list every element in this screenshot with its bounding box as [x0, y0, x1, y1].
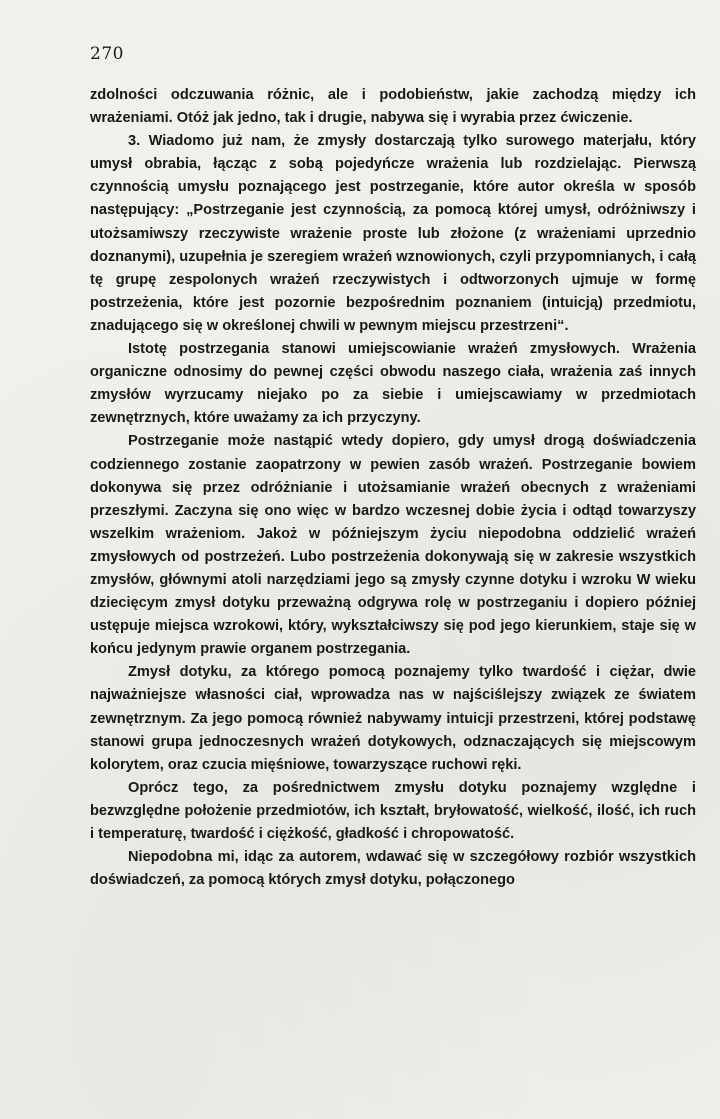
- body-text: [90, 84, 696, 892]
- paragraph: Zmysł dotyku, za którego pomocą poznajemy tylko twardość i ciężar, dwie najważniejsze własności ciał, wprowadza nas w najściślejszy związek ze światem zewnętrznym. Za jego pomocą również nabywamy intuicji przestrzeni, której podstawę stanowi grupa jednoczesnych wrażeń dotykowych, odznaczających się miejscowym kolorytem, oraz czucia mięśniowe, towarzyszące ruchowi ręki.: [90, 664, 696, 773]
- paragraph: Niepodobna mi, idąc za autorem, wdawać się w szczegółowy rozbiór wszystkich doświadczeń, za pomocą których zmysł dotyku, połączonego: [90, 849, 696, 889]
- paragraph: zdolności odczuwania różnic, ale i podobieństw, jakie zachodzą między ich wrażeniami. Otóż jak jedno, tak i drugie, nabywa się i wyrabia przez ćwiczenie.: [90, 87, 696, 127]
- paragraph: 3. Wiadomo już nam, że zmysły dostarczają tylko surowego materjału, który umysł obrabia, łącząc z sobą pojedyńcze wrażenia lub rozdzielając. Pierwszą czynnością umysłu poznającego jest postrzeganie, które autor określa w sposób następujący: „Postrzeganie jest czynnością, za pomocą której umysł, odróżniwszy i utożsamiwszy rzeczywiste wrażenie proste lub złożone (z wrażeniami uprzednio doznanymi), uzupełnia je szeregiem wrażeń wznowionych, czyli przypomnianych, i całą tę grupę zespolonych wrażeń rzeczywistych i odtworzonych ujmuje w formę postrzeżenia, które jest pozornie bezpośrednim poznaniem (intuicją) przedmiotu, znadującego się w określonej chwili w pewnym miejscu przestrzeni“.: [90, 133, 696, 334]
- paragraph: Postrzeganie może nastąpić wtedy dopiero, gdy umysł drogą doświadczenia codziennego zostanie zaopatrzony w pewien zasób wrażeń. Postrzeganie bowiem dokonywa się przez odróżnianie i utożsamianie wrażeń obecnych z wrażeniami przeszłymi. Zaczyna się ono więc w bardzo wczesnej dobie życia i odtąd towarzyszy wszelkim wrażeniom. Jakoż w późniejszym życiu niepodobna oddzielić wrażeń zmysłowych od postrzeżeń. Lubo postrzeżenia dokonywają się w zakresie wszystkich zmysłów, głównymi atoli narzędziami jego są zmysły czynne dotyku i wzroku W wieku dziecięcym zmysł dotyku przeważną odgrywa rolę w postrzeganiu i dopiero później ustępuje miejsca wzrokowi, który, wykształciwszy się pod jego kierunkiem, staje się w końcu jedynym prawie organem postrzegania.: [90, 433, 696, 658]
- page-number: 270: [90, 44, 124, 64]
- paragraph: Istotę postrzegania stanowi umiejscowianie wrażeń zmysłowych. Wrażenia organiczne odnosimy do pewnej części obwodu naszego ciała, wrażenia zaś innych zmysłów wyrzucamy niejako po za siebie i umiejscawiamy w przedmiotach zewnętrznych, które uważamy za ich przyczyny.: [90, 341, 696, 427]
- paragraph: Oprócz tego, za pośrednictwem zmysłu dotyku poznajemy względne i bezwzględne położenie przedmiotów, ich kształt, bryłowatość, wielkość, ilość, ich ruch i temperaturę, twardość i ciężkość, gładkość i chropowatość.: [90, 779, 696, 842]
